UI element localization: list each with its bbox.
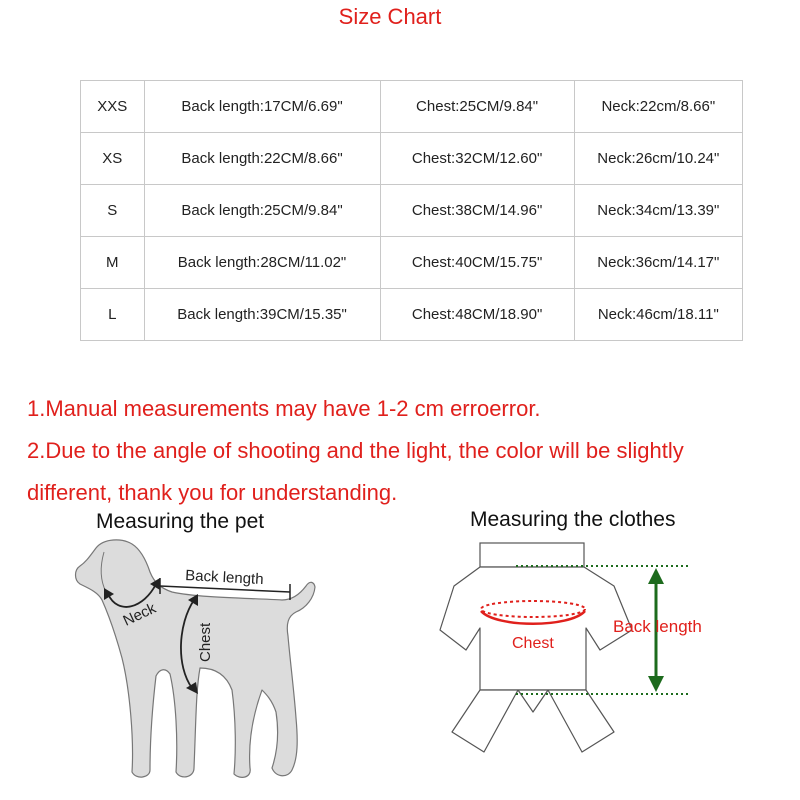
chest-cell: Chest:32CM/12.60"	[380, 133, 574, 185]
garment-collar	[480, 543, 584, 567]
garment-legs	[452, 690, 614, 752]
size-cell: L	[81, 289, 145, 341]
neck-cell: Neck:22cm/8.66"	[574, 81, 742, 133]
arrow-up-head	[648, 568, 664, 584]
chest-label: Chest	[512, 635, 554, 652]
back-length-label: Back length	[613, 617, 702, 636]
note-line: 2.Due to the angle of shooting and the light, the color will be slightly	[27, 438, 684, 463]
clothes-diagram-title: Measuring the clothes	[470, 508, 676, 531]
size-chart-title: Size Chart	[338, 4, 442, 29]
size-cell: M	[81, 237, 145, 289]
chest-label: Chest	[197, 622, 214, 662]
garment-body	[440, 567, 632, 690]
chest-cell: Chest:40CM/15.75"	[380, 237, 574, 289]
neck-cell: Neck:34cm/13.39"	[574, 185, 742, 237]
size-cell: XS	[81, 133, 145, 185]
size-cell: XXS	[81, 81, 145, 133]
pet-diagram-title: Measuring the pet	[96, 510, 265, 533]
note-line: 1.Manual measurements may have 1-2 cm erroerror.	[27, 396, 541, 421]
back-length-cell: Back length:22CM/8.66"	[144, 133, 380, 185]
neck-label: Neck	[120, 599, 159, 630]
size-cell: S	[81, 185, 145, 237]
arrow-down-head	[648, 676, 664, 692]
chest-cell: Chest:38CM/14.96"	[380, 185, 574, 237]
back-length-cell: Back length:39CM/15.35"	[144, 289, 380, 341]
neck-cell: Neck:36cm/14.17"	[574, 237, 742, 289]
neck-cell: Neck:46cm/18.11"	[574, 289, 742, 341]
chest-cell: Chest:48CM/18.90"	[380, 289, 574, 341]
back-length-cell: Back length:17CM/6.69"	[144, 81, 380, 133]
back-length-cell: Back length:28CM/11.02"	[144, 237, 380, 289]
back-length-cell: Back length:25CM/9.84"	[144, 185, 380, 237]
chest-cell: Chest:25CM/9.84"	[380, 81, 574, 133]
note-line: different, thank you for understanding.	[27, 480, 398, 505]
back-length-label: Back length	[184, 567, 264, 589]
neck-cell: Neck:26cm/10.24"	[574, 133, 742, 185]
